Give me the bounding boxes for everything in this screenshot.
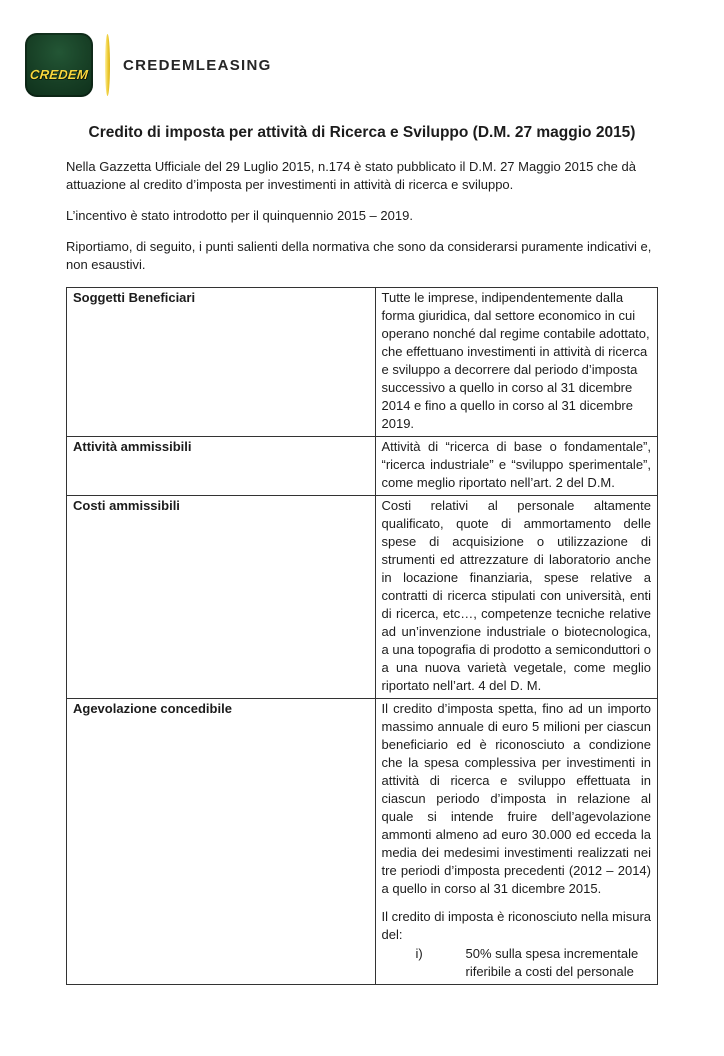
list-item-marker: i): [415, 946, 423, 961]
document-body: [66, 158, 658, 985]
table-row-agevolazione-concedibile: [67, 699, 658, 985]
intro-paragraph-3: Riportiamo, di seguito, i punti salienti della normativa che sono da considerarsi puramente indicativi e, non esaustivi.: [66, 239, 652, 272]
document-page: [0, 32, 724, 1056]
row-content: [375, 699, 658, 985]
list-item: [416, 945, 652, 981]
row-label: Soggetti Beneficiari: [67, 288, 376, 437]
intro-paragraph-2: L’incentivo è stato introdotto per il quinquennio 2015 – 2019.: [66, 208, 413, 223]
cell-paragraph: Il credito d’imposta spetta, fino ad un importo massimo annuale di euro 5 milioni per ciascun beneficiario ed è riconosciuto a condizione che la spesa complessiva per investimenti in attività di ricerca e sviluppo effettuata in ciascun periodo d’imposta in relazione al quale si intende fruire dell’agevolazione ammonti almeno ad euro 30.000 ed ecceda la media dei medesimi investimenti realizzati nei tre periodi d’imposta precedenti (2012 – 2014) a quello in corso al 31 dicembre 2015.: [381, 701, 651, 896]
table-row-soggetti-beneficiari: [67, 288, 658, 437]
cell-paragraph: Attività di “ricerca di base o fondamentale”, “ricerca industriale” e “sviluppo sperimentale”, come meglio riportato nell’art. 2 del D.M.: [381, 439, 651, 490]
cell-paragraph: Tutte le imprese, indipendentemente dalla forma giuridica, dal settore economico in cui operano nonché dal regime contabile adottato, che effettuano investimenti in attività di ricerca e sviluppo a decorrere dal periodo d’imposta successivo a quello in corso al 31 dicembre 2014 e fino a quello in corso al 31 dicembre 2019.: [381, 290, 650, 431]
credem-logo-text: CREDEM: [29, 67, 89, 82]
row-label: Agevolazione concedibile: [67, 699, 376, 985]
intro-paragraph-1: Nella Gazzetta Ufficiale del 29 Luglio 2015, n.174 è stato pubblicato il D.M. 27 Maggio 2015 che dà attuazione al credito d’imposta per investimenti in attività di ricerca e sviluppo.: [66, 159, 636, 192]
company-name: CREDEMLEASING: [123, 56, 272, 74]
letterhead: [25, 32, 724, 98]
credem-logo: [25, 33, 93, 97]
table-row-attivita-ammissibili: [67, 437, 658, 496]
document-title: Credito di imposta per attività di Ricerca e Sviluppo (D.M. 27 maggio 2015): [88, 124, 636, 141]
info-table: [66, 287, 658, 985]
row-label: Costi ammissibili: [67, 496, 376, 699]
row-content: [375, 496, 658, 699]
cell-paragraph: Costi relativi al personale altamente qualificato, quote di ammortamento delle spese di acquisizione o utilizzazione di strumenti ed attrezzature di laboratorio anche in locazione finanziaria, spese relative a contratti di ricerca stipulati con università, enti di ricerca, etc…, competenze tecniche relative ad un’invenzione industriale o biotecnologica, a una topografia di prodotto a semiconduttori o a una nuova varietà vegetale, come meglio riportato nell’art. 4 del D. M.: [381, 498, 651, 693]
logo-divider: [105, 34, 110, 96]
row-label: Attività ammissibili: [67, 437, 376, 496]
row-content: [375, 437, 658, 496]
list-item-text: 50% sulla spesa incrementale riferibile a costi del personale: [465, 946, 639, 979]
row-content: [375, 288, 658, 437]
cell-paragraph: Il credito di imposta è riconosciuto nella misura del:: [381, 909, 652, 942]
table-row-costi-ammissibili: [67, 496, 658, 699]
